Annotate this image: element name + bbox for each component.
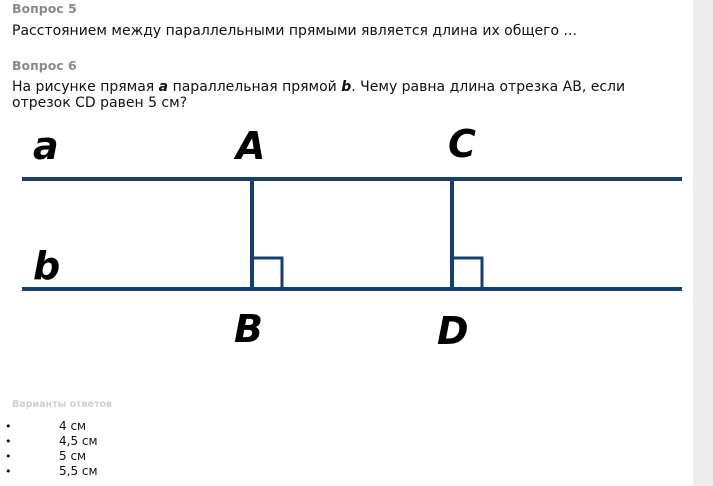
answer-option-text: 5,5 см bbox=[59, 464, 98, 478]
parallel-lines-figure bbox=[0, 115, 693, 355]
question-5-text: Расстоянием между параллельными прямыми является длина их общего ... bbox=[12, 23, 577, 39]
question-6-title: Вопрос 6 bbox=[12, 58, 77, 73]
page-right-margin bbox=[693, 0, 713, 486]
bullet-icon: • bbox=[5, 420, 12, 433]
bullet-icon: • bbox=[5, 435, 12, 448]
question-5-title: Вопрос 5 bbox=[12, 1, 77, 16]
question-6-text-line2: отрезок CD равен 5 см? bbox=[12, 95, 188, 111]
answer-option-text: 4,5 см bbox=[59, 434, 98, 448]
label-line-b: b bbox=[33, 244, 61, 288]
line-a-reference: a bbox=[158, 79, 169, 95]
answer-option-text: 4 см bbox=[59, 419, 87, 433]
answers-title: Варианты ответов bbox=[12, 399, 113, 410]
label-point-a: A bbox=[236, 124, 266, 168]
question-6-text-part2: параллельная прямой bbox=[168, 79, 342, 95]
question-6-text-line1 bbox=[12, 79, 625, 95]
bullet-icon: • bbox=[5, 450, 12, 463]
right-angle-mark-d bbox=[452, 258, 482, 289]
label-point-c: C bbox=[448, 122, 476, 166]
question-6-text-part1: На рисунке прямая bbox=[12, 79, 159, 95]
label-line-a: a bbox=[33, 124, 59, 168]
question-6-text-part3: . Чему равна длина отрезка АВ, если bbox=[351, 79, 626, 95]
label-point-d: D bbox=[437, 309, 469, 353]
bullet-icon: • bbox=[5, 465, 12, 478]
answer-option-text: 5 см bbox=[59, 449, 87, 463]
right-angle-mark-b bbox=[252, 258, 282, 289]
label-point-b: B bbox=[234, 307, 263, 351]
line-b-reference: b bbox=[341, 79, 352, 95]
